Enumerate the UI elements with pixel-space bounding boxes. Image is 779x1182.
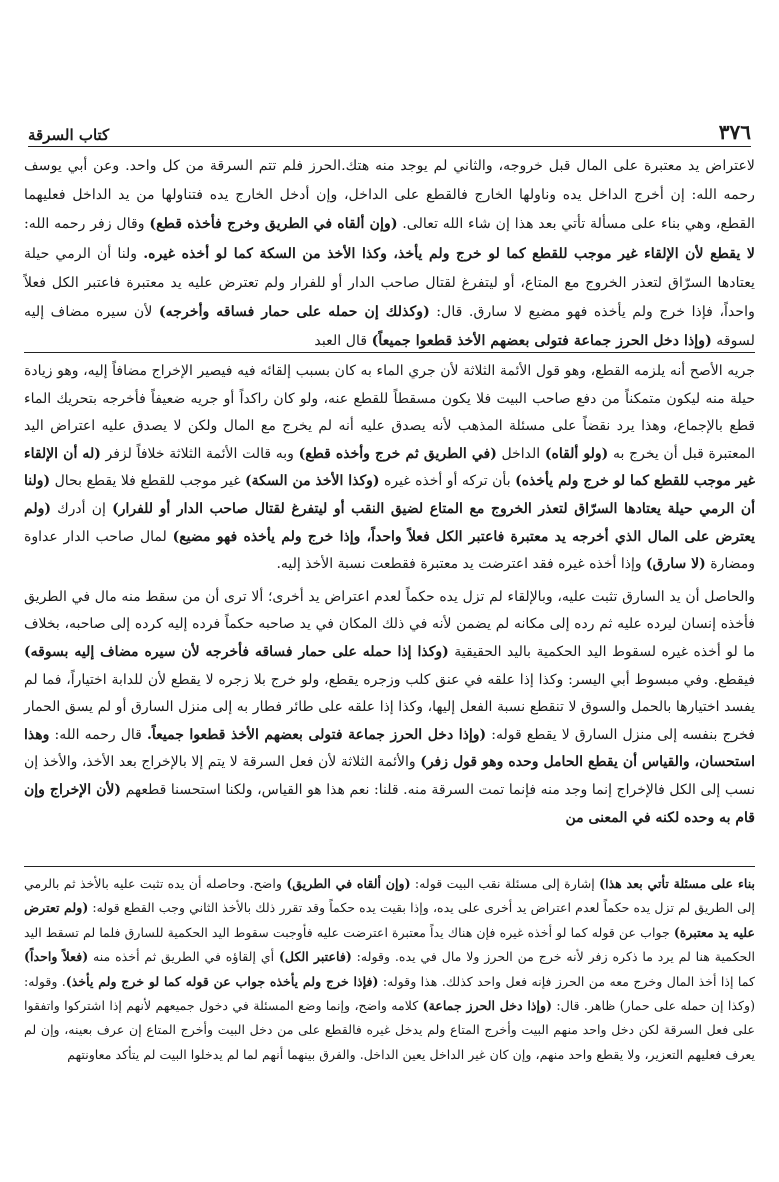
text-run: لاعتراض يد معتبرة على المال قبل خروجه، والثاني لم يوجد منه هتك.الحرز فلم تتم السرقة من كل واحد. وعن أبي يوسف رحمه الله: إن أخرج الداخل يده وناولها الخارج فالقطع على الداخل، وإن أدخل الخارج يده فتناولها من يد الداخل فعليهما القطع، وهي بناء على مسألة تأتي بعد هذا إن شاء الله تعالى. (24, 158, 755, 233)
bold-text-run: لا يقطع لأن الإلقاء غير موجب للقطع كما لو خرج ولم يأخذ، وكذا الأخذ من السكة كما لو أخذه غيره. (143, 245, 755, 262)
text-run: قال رحمه الله: (49, 726, 147, 743)
text-run: . وقوله: (وكذا إن حمله على حمار) ظاهر. قال: (24, 973, 756, 1014)
text-run: أي إلقاؤه في الطريق ثم أخذه منه (88, 949, 279, 965)
bold-text-run: (لأن الإخراج وإن قام به وحده لكنه في المعنى من (24, 781, 755, 826)
paragraph (24, 584, 755, 832)
text-run: وإذا أخذه غيره فقد اعترضت يد معتبرة فقطعت نسبة الأخذ إليه. (276, 556, 647, 573)
bold-text-run: (فعلاً واحداً) (24, 949, 89, 965)
bold-text-run: (وكذا الأخذ من السكة) (245, 473, 380, 490)
text-run: بأن تركه أو أخذه غيره (379, 473, 516, 490)
bold-text-run: بناء على مسئلة تأتي بعد هذا) (599, 876, 756, 891)
main-text (24, 152, 755, 356)
text-run: كلامه واضح، وإنما وضع المسئلة في دخول جميعهم لأنهم إذا اشتركوا واتفقوا على فعل السرقة لكن دخل واحد منهم البيت وأخرج المتاع ولم يدخل غيره فالقطع على من دخل البيت وأخرج المتاع إن عرف بعينه، وإن لم يعرف فعليهم التعزير، ولا يقطع واحد منهم، وإن كان غير الداخل يعين الداخل. والفرق بينهما أنهم لما لم يدخلوا البيت لم يتأكد معاونتهم (24, 998, 755, 1062)
bold-text-run: (ولم تعترض عليه يد معتبرة) (24, 900, 755, 940)
bold-text-run: (وإن ألقاه في الطريق وخرج فأخذه قطع) (149, 216, 398, 233)
text-run: إن أدرك (50, 500, 113, 517)
text-run: لمال صاحب الدار عداوة ومضارة (24, 528, 755, 573)
text-run: لأن سيره مضاف إليه لسوقه (24, 304, 755, 350)
bold-text-run: (وإذا دخل الحرز جماعة فتولى بعضهم الأخذ قطعوا جميعاً. (146, 726, 487, 743)
text-run: ولنا أن الرمي حيلة يعتادها السرّاق لتعذر الخروج مع المتاع، أو ليتفرغ لقتال صاحب الدار أو للفرار ولم تعترض عليه يد معتبرة فاعتبر الكل فعلاً واحداً، فإذا خرج ولم يأخذه فهو مضيع لا سارق. قال: (24, 245, 755, 321)
bold-text-run: (وكذا إذا حمله على حمار فساقه فأخرجه لأن سيره مضاف إليه بسوقه) (24, 643, 449, 660)
bold-text-run: (وإن ألقاه في الطريق) (286, 876, 411, 891)
paragraph (24, 152, 755, 356)
text-run: إشارة إلى مسئلة نقب البيت قوله: (410, 876, 600, 891)
header-rule (28, 146, 751, 147)
text-run: كما إذا أخذ المال وخرج معه من الحرز فإنه فعل واحد كذلك. هذا وقوله: (378, 973, 755, 989)
text-run: والأئمة الثلاثة لأن فعل السرقة لا يتم إلا بالإخراج بعد الأخذ، والأخذ إن نسب إلى الكل فالإخراج إنما وجد منه فإنما تمت السرقة منه. قلنا: نعم هذا هو القياس، ولكنا استحسنا قطعهم (24, 754, 755, 798)
text-run: واضح. وحاصله أن يده تثبت عليه بالأخذ ثم بالرمي إلى الطريق لم تزل يده حكماً لعدم اعتراض يد أخرى على يده، وإذا بقيت يده حكماً وقد تقرر ذلك بالأخذ الثاني وجب القطع قوله: (24, 876, 755, 916)
text-run: فيقطع. وفي مبسوط أبي اليسر: وكذا إذا علقه في عنق كلب وزجره يقطع، ولو خرج بلا زجره لا يقطع لأن للدابة اختياراً، فما لم يفسد اختيارها بالحمل والسوق لا تنقطع نسبة الفعل إليها، وكذا إذا علقه على طائر فطار به إلى منزل السارق أو لم يسق الحمار فخرج بنفسه إلى منزل السارق لا يقطع قوله: (24, 671, 755, 743)
text-run: والحاصل أن يد السارق تثبت عليه، وبالإلقاء لم تزل يده حكماً لعدم اعتراض يد أخرى؛ ألا ترى أن من سقط منه مال في الطريق فأخذه إنسان ليرده عليه ثم رده إلى مكانه لم يضمن لأنه في ذلك المكان في يد صاحبه حكماً فرده إليه كرده إلى صاحبه، بخلاف ما لو أخذه غيره لسقوط اليد الحكمية باليد الحقيقية (24, 588, 756, 660)
footnote-text (24, 872, 755, 1067)
bold-text-run: (وإذا دخل الحرز جماعة) (422, 998, 552, 1014)
page-number: ٣٧٦ (718, 120, 751, 144)
text-run: جريه الأصح أنه يلزمه القطع، وهو قول الأئمة الثلاثة لأن جري الماء به كان بسبب إلقائه فيه فيصير الإخراج مضافاً إليه، وهو زيادة حيلة منه ليكون متمكناً من دفع صاحب البيت فلا يكون مسقطاً للقطع عنه، ولو كان راكداً أو جريه ضعيفاً فأخرجه بتحريك الماء قطع بالإجماع، وهذا يرد نقضاً على مسئلة المذهب لأنه يصدق عليه أنه لم يخرج مع المال ولكن لا يصدق عليه اعتراض اليد المعتبرة قبل أن يخرج به (24, 363, 755, 462)
commentary-text (24, 358, 755, 832)
paragraph (24, 872, 755, 1067)
text-run: وبه قالت الأئمة الثلاثة خلافاً لزفر (100, 445, 299, 462)
bold-text-run: (وكذلك إن حمله على حمار فساقه وأخرجه) (158, 304, 430, 321)
bold-text-run: (لا سارق) (646, 556, 706, 573)
bold-text-run: (وإذا دخل الحرز جماعة فتولى بعضهم الأخذ قطعوا جميعاً) (371, 333, 712, 350)
book-title: كتاب السرقة (28, 126, 110, 144)
main-text-divider (24, 352, 755, 353)
footnote-divider (24, 866, 755, 867)
bold-text-run: (ولنا أن الرمي حيلة يعتادها السرّاق لتعذر الخروج مع المتاع لضيق النقب أو ليتفرغ لقتال صاحب الدار أو للفرار) (24, 473, 756, 517)
bold-text-run: (له أن الإلقاء غير موجب للقطع كما لو خرج ولم يأخذه) (24, 445, 756, 490)
text-run: قال العبد (314, 333, 372, 350)
paragraph (24, 358, 755, 579)
page-header (28, 118, 751, 144)
bold-text-run: (في الطريق ثم خرج وأخذه قطع) (298, 445, 497, 462)
text-run: الداخل (496, 445, 545, 462)
text-run: وقال زفر رحمه الله: (24, 216, 150, 233)
bold-text-run: وهذا استحسان، والقياس أن يقطع الحامل وحده وهو قول زفر) (24, 726, 755, 771)
text-run: جواب عن قوله كما لو أخذه غيره فإن هناك يداً معتبرة اعترضت عليه فأوجبت سقوط اليد الحكمية للسارق فلما لم تسقط اليد الحكمية هنا لم يرد ما ذكره زفر لأنه خرج من الحرز ولا مال في يده. وقوله: (24, 924, 755, 965)
bold-text-run: (فإذا خرج ولم يأخذه جواب عن قوله كما لو خرج ولم يأخذ) (65, 973, 379, 989)
bold-text-run: (ولم يعترض على المال الذي أخرجه يد معتبرة فاعتبر الكل فعلاً واحداً، وإذا خرج ولم يأخذه فهو مضيع) (24, 500, 755, 545)
bold-text-run: (ولو ألقاه) (544, 445, 609, 462)
text-run: غير موجب للقطع فلا يقطع بحال (50, 473, 246, 490)
bold-text-run: (فاعتبر الكل) (278, 949, 352, 965)
